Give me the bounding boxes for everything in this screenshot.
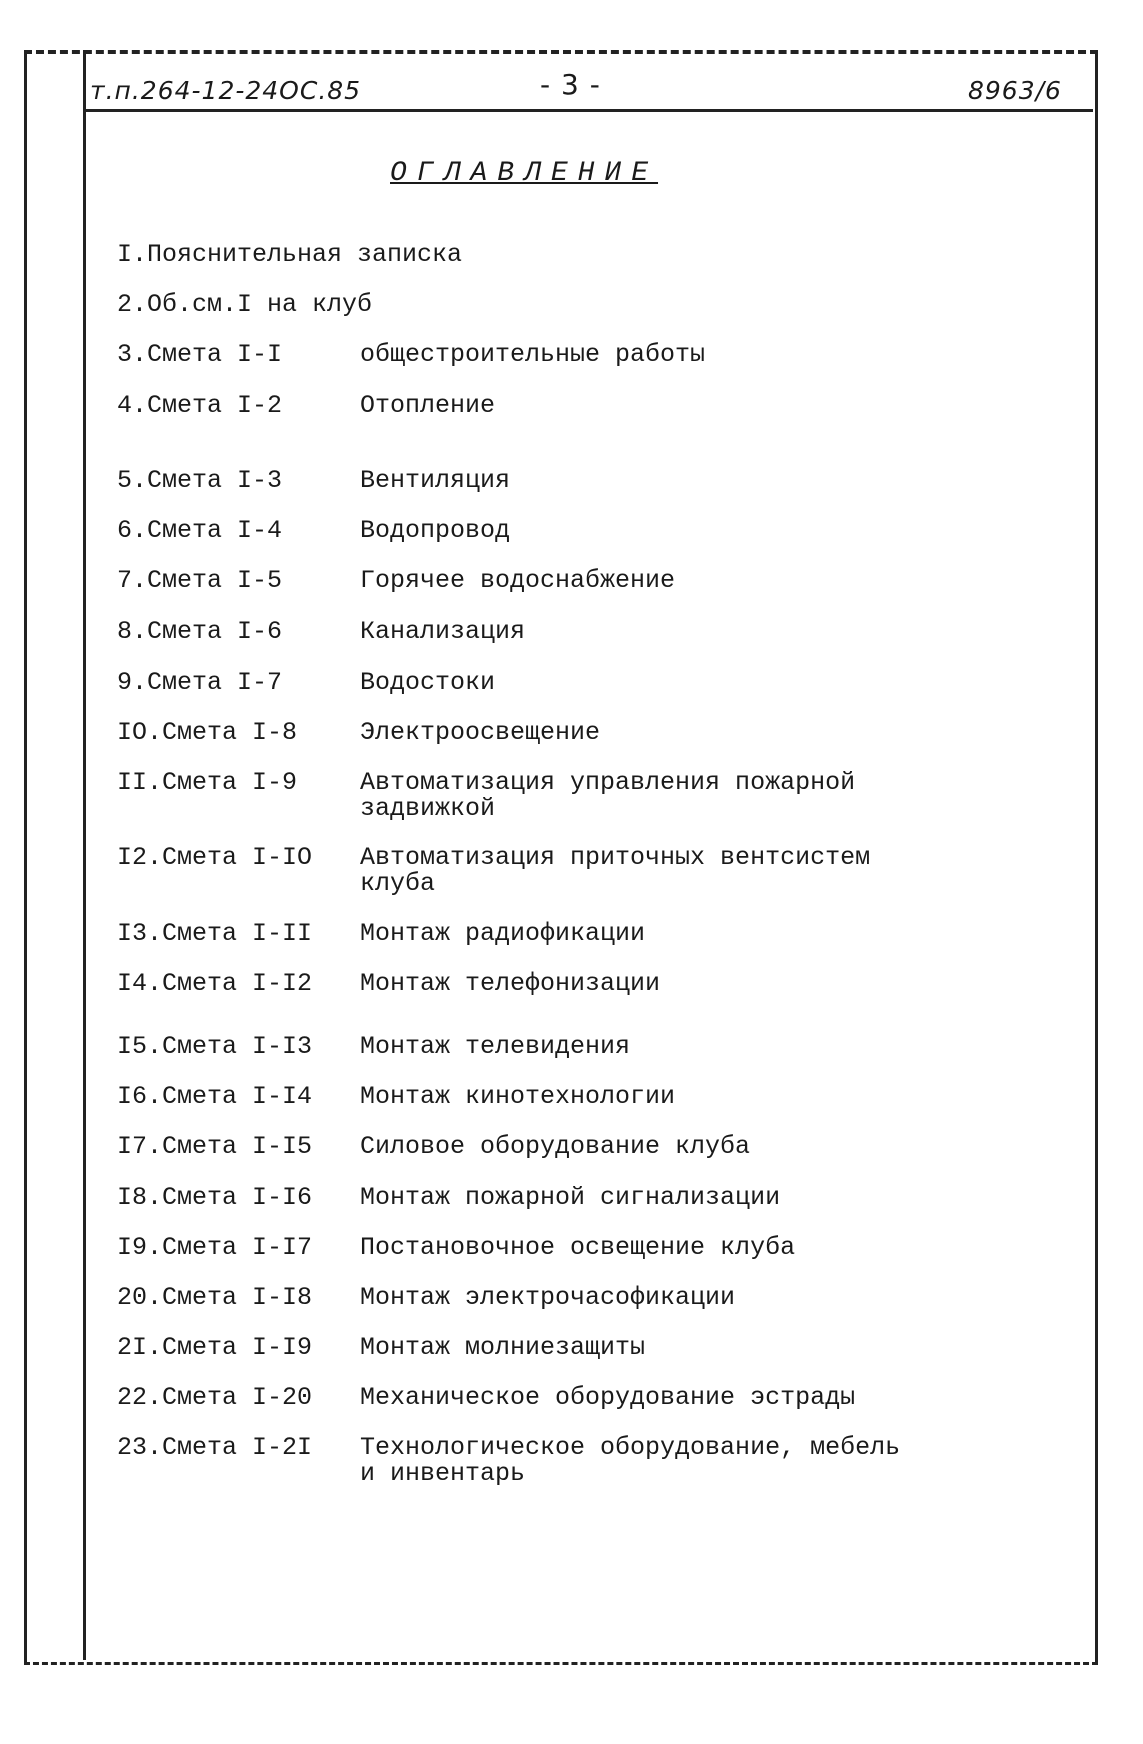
toc-entry-number: IO.Смета I-8 <box>117 718 298 747</box>
toc-entry-title: Силовое оборудование клуба <box>360 1132 751 1161</box>
toc-entry-title: Водопровод <box>360 516 511 545</box>
toc-entry-title: Канализация <box>360 617 526 646</box>
toc-entry-number: II.Смета I-9 <box>117 768 298 797</box>
toc-entry-title: Монтаж кинотехнологии <box>360 1082 676 1111</box>
toc-entry-title: Технологическое оборудование, мебель и инвентарь <box>360 1433 901 1488</box>
header-divider <box>83 109 1093 112</box>
toc-entry-number: 22.Смета I-20 <box>117 1383 313 1412</box>
toc-entry-title: Монтаж электрочасофикации <box>360 1283 736 1312</box>
document-code: т.п.264-12-24ОС.85 <box>90 76 362 105</box>
toc-entry-title: общестроительные работы <box>360 340 706 369</box>
toc-entry-number: 2.Об.см.I на клуб <box>117 290 373 319</box>
toc-entry-number: I4.Смета I-I2 <box>117 969 313 998</box>
toc-entry-number: 23.Смета I-2I <box>117 1433 313 1462</box>
toc-entry-title: Водостоки <box>360 668 496 697</box>
toc-entry-title: Монтаж радиофикации <box>360 919 646 948</box>
toc-entry-title: Монтаж телефонизации <box>360 969 661 998</box>
toc-entry-number: I2.Смета I-IO <box>117 843 313 872</box>
toc-entry-title: Автоматизация управления пожарной задвижкой <box>360 768 856 823</box>
toc-entry-title: Горячее водоснабжение <box>360 566 676 595</box>
sheet-number: 8963/6 <box>968 76 1062 105</box>
toc-entry-title: Постановочное освещение клуба <box>360 1233 796 1262</box>
toc-entry-number: 8.Смета I-6 <box>117 617 283 646</box>
toc-entry-title: Механическое оборудование эстрады <box>360 1383 856 1412</box>
toc-entry-title: Монтаж пожарной сигнализации <box>360 1183 781 1212</box>
toc-entry-title: Вентиляция <box>360 466 511 495</box>
toc-entry-number: I.Пояснительная записка <box>117 240 463 269</box>
toc-entry-number: I6.Смета I-I4 <box>117 1082 313 1111</box>
page-title: ОГЛАВЛЕНИЕ <box>390 158 659 189</box>
toc-entry-number: I7.Смета I-I5 <box>117 1132 313 1161</box>
page-number: - 3 - <box>540 68 601 101</box>
toc-entry-number: 2I.Смета I-I9 <box>117 1333 313 1362</box>
toc-entry-number: 20.Смета I-I8 <box>117 1283 313 1312</box>
toc-entry-number: 9.Смета I-7 <box>117 668 283 697</box>
toc-entry-number: 5.Смета I-3 <box>117 466 283 495</box>
toc-entry-title: Монтаж телевидения <box>360 1032 631 1061</box>
toc-entry-number: I8.Смета I-I6 <box>117 1183 313 1212</box>
toc-entry-number: I9.Смета I-I7 <box>117 1233 313 1262</box>
toc-entry-number: 7.Смета I-5 <box>117 566 283 595</box>
toc-entry-number: I3.Смета I-II <box>117 919 313 948</box>
toc-entry-number: 4.Смета I-2 <box>117 391 283 420</box>
toc-entry-title: Монтаж молниезащиты <box>360 1333 646 1362</box>
toc-entry-title: Отопление <box>360 391 496 420</box>
binding-margin-line <box>83 50 86 1660</box>
toc-entry-title: Автоматизация приточных вентсистем клуба <box>360 843 871 898</box>
toc-entry-number: 3.Смета I-I <box>117 340 283 369</box>
toc-entry-number: 6.Смета I-4 <box>117 516 283 545</box>
toc-entry-number: I5.Смета I-I3 <box>117 1032 313 1061</box>
toc-entry-title: Электроосвещение <box>360 718 601 747</box>
